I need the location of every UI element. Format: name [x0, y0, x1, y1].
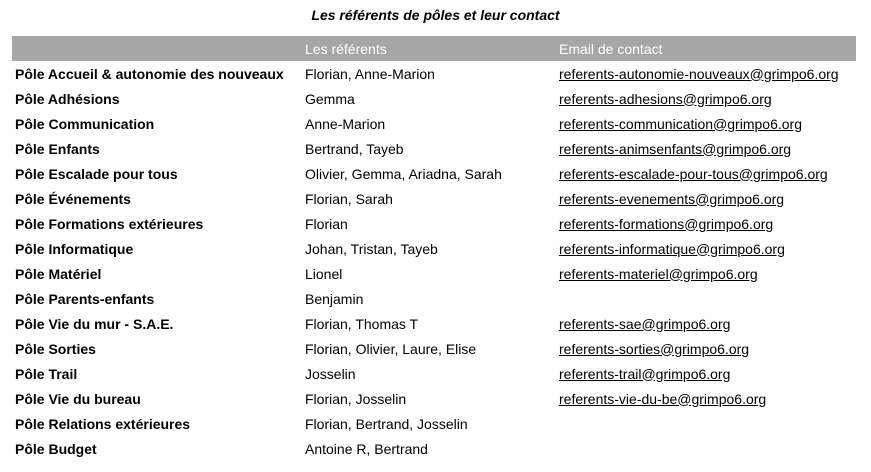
pole-name: Pôle Vie du mur - S.A.E.	[15, 315, 174, 332]
referents-names: Florian, Josselin	[305, 390, 407, 407]
email-link[interactable]: referents-trail@grimpo6.org	[559, 365, 731, 382]
header-row	[12, 36, 856, 61]
pole-name: Pôle Accueil & autonomie des nouveaux	[15, 65, 284, 82]
email-link[interactable]: referents-animsenfants@grimpo6.org	[559, 140, 792, 157]
pole-name: Pôle Sorties	[15, 340, 96, 357]
email-cell	[556, 161, 856, 186]
table-row	[12, 211, 856, 236]
pole-name: Pôle Événements	[15, 190, 131, 207]
table-row	[12, 286, 856, 311]
referents-names: Florian, Thomas T	[305, 315, 419, 332]
table-row	[12, 236, 856, 261]
email-cell	[556, 386, 856, 411]
email-link[interactable]: referents-evenements@grimpo6.org	[559, 190, 785, 207]
email-cell	[556, 86, 856, 111]
table-row	[12, 361, 856, 386]
page-title: Les référents de pôles et leur contact	[311, 7, 560, 23]
pole-name: Pôle Escalade pour tous	[15, 165, 178, 182]
table-row	[12, 111, 856, 136]
pole-name: Pôle Vie du bureau	[15, 390, 141, 407]
table-row	[12, 436, 856, 461]
referents-names: Gemma	[305, 90, 355, 107]
pole-name: Pôle Trail	[15, 365, 78, 382]
email-link[interactable]: referents-materiel@grimpo6.org	[559, 265, 758, 282]
email-cell	[556, 286, 856, 311]
email-cell	[556, 436, 856, 461]
pole-name: Pôle Matériel	[15, 265, 102, 282]
email-cell	[556, 336, 856, 361]
referents-names: Antoine R, Bertrand	[305, 440, 428, 457]
header-pole	[12, 36, 302, 61]
email-cell	[556, 111, 856, 136]
referents-names: Florian, Olivier, Laure, Elise	[305, 340, 477, 357]
pole-name: Pôle Formations extérieures	[15, 215, 204, 232]
referents-names: Florian	[305, 215, 348, 232]
referents-table	[12, 36, 856, 461]
table-row	[12, 161, 856, 186]
pole-name: Pôle Communication	[15, 115, 155, 132]
header-referents: Les référents	[302, 36, 556, 61]
email-cell	[556, 61, 856, 86]
pole-name: Pôle Adhésions	[15, 90, 120, 107]
email-cell	[556, 236, 856, 261]
header-email: Email de contact	[556, 36, 856, 61]
email-cell	[556, 211, 856, 236]
referents-names: Bertrand, Tayeb	[305, 140, 404, 157]
pole-name: Pôle Budget	[15, 440, 97, 457]
email-link[interactable]: referents-escalade-pour-tous@grimpo6.org	[559, 165, 828, 182]
email-link[interactable]: referents-vie-du-be@grimpo6.org	[559, 390, 767, 407]
table-header	[12, 36, 856, 61]
email-link[interactable]: referents-sorties@grimpo6.org	[559, 340, 750, 357]
email-cell	[556, 186, 856, 211]
table-row	[12, 136, 856, 161]
email-cell	[556, 311, 856, 336]
referents-names: Florian, Anne-Marion	[305, 65, 435, 82]
pole-name: Pôle Informatique	[15, 240, 134, 257]
referents-names: Olivier, Gemma, Ariadna, Sarah	[305, 165, 502, 182]
email-cell	[556, 361, 856, 386]
email-link[interactable]: referents-communication@grimpo6.org	[559, 115, 802, 132]
table-row	[12, 61, 856, 86]
table-row	[12, 336, 856, 361]
email-link[interactable]: referents-formations@grimpo6.org	[559, 215, 774, 232]
email-cell	[556, 136, 856, 161]
table-row	[12, 261, 856, 286]
pole-name: Pôle Relations extérieures	[15, 415, 191, 432]
pole-name: Pôle Enfants	[15, 140, 100, 157]
table-row	[12, 311, 856, 336]
email-link[interactable]: referents-autonomie-nouveaux@grimpo6.org	[559, 65, 839, 82]
table-row	[12, 86, 856, 111]
referents-names: Benjamin	[305, 290, 364, 307]
referents-names: Lionel	[305, 265, 343, 282]
referents-names: Johan, Tristan, Tayeb	[305, 240, 438, 257]
table-row	[12, 386, 856, 411]
email-link[interactable]: referents-adhesions@grimpo6.org	[559, 90, 772, 107]
table-body	[12, 61, 856, 461]
email-link[interactable]: referents-informatique@grimpo6.org	[559, 240, 785, 257]
email-cell	[556, 261, 856, 286]
email-cell	[556, 411, 856, 436]
email-link[interactable]: referents-sae@grimpo6.org	[559, 315, 731, 332]
referents-names: Florian, Bertrand, Josselin	[305, 415, 468, 432]
table-row	[12, 411, 856, 436]
referents-names: Anne-Marion	[305, 115, 386, 132]
pole-name: Pôle Parents-enfants	[15, 290, 155, 307]
referents-names: Florian, Sarah	[305, 190, 393, 207]
referents-names: Josselin	[305, 365, 356, 382]
table-row	[12, 186, 856, 211]
